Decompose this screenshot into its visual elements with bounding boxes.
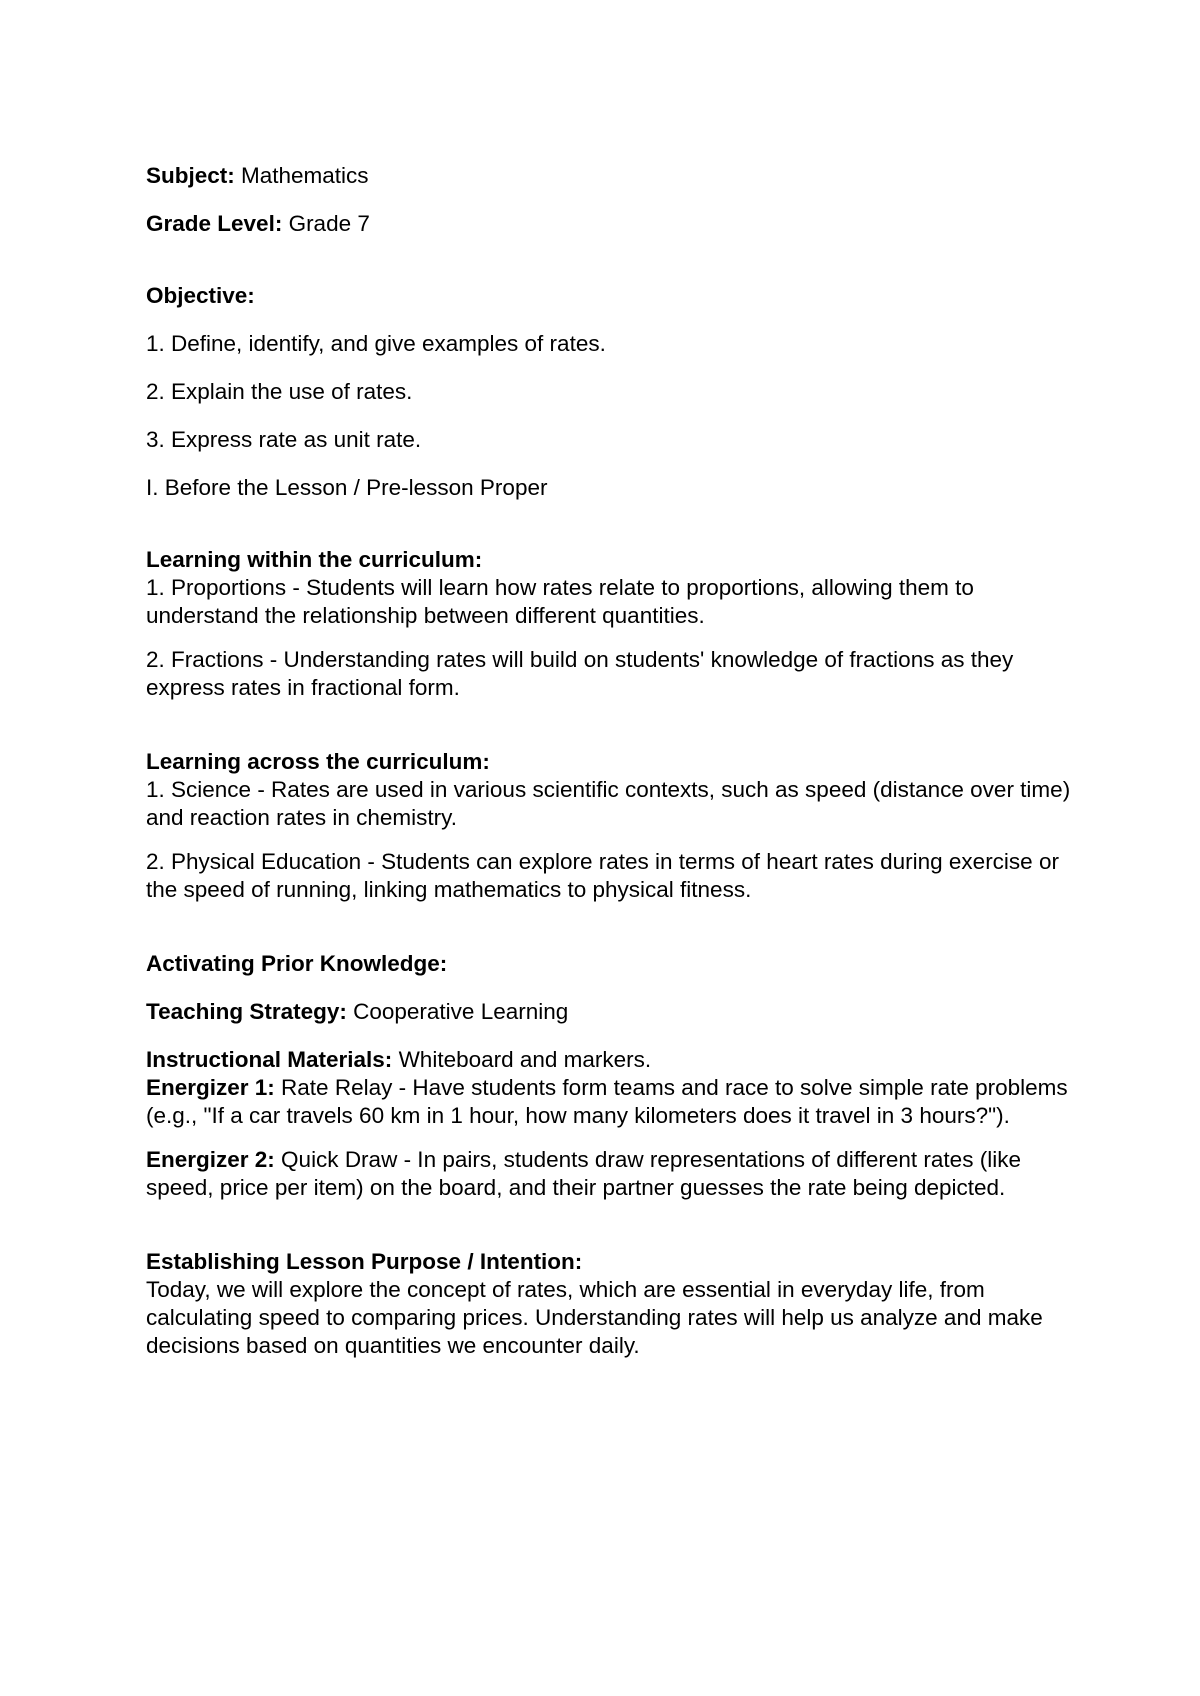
purpose-text: Today, we will explore the concept of rates, which are essential in everyday life, from calculating speed to comparing prices. Understanding rates will help us analyze and make decisions based on quantities we encounter daily. bbox=[146, 1277, 1043, 1358]
grade-line bbox=[146, 210, 1076, 238]
across-item-2: 2. Physical Education - Students can explore rates in terms of heart rates during exercise or the speed of running, linking mathematics to physical fitness. bbox=[146, 849, 1059, 902]
objective-heading: Objective: bbox=[146, 283, 255, 308]
objective-item-2: 2. Explain the use of rates. bbox=[146, 379, 413, 404]
energizer-1-label: Energizer 1: bbox=[146, 1075, 275, 1100]
materials-label: Instructional Materials: bbox=[146, 1047, 393, 1072]
pre-lesson-line: I. Before the Lesson / Pre-lesson Proper bbox=[146, 475, 548, 500]
objective-item-3: 3. Express rate as unit rate. bbox=[146, 427, 422, 452]
document-page bbox=[146, 162, 1076, 1360]
materials-value: Whiteboard and markers. bbox=[392, 1047, 652, 1072]
prior-heading: Activating Prior Knowledge: bbox=[146, 951, 448, 976]
strategy-label: Teaching Strategy: bbox=[146, 999, 347, 1024]
energizer-1-value: Rate Relay - Have students form teams and race to solve simple rate problems (e.g., "If a car travels 60 km in 1 hour, how many kilometers does it travel in 3 hours?"). bbox=[146, 1075, 1068, 1128]
energizer-2-label: Energizer 2: bbox=[146, 1147, 275, 1172]
objective-item-1: 1. Define, identify, and give examples of rates. bbox=[146, 331, 606, 356]
across-item-1: 1. Science - Rates are used in various scientific contexts, such as speed (distance over time) and reaction rates in chemistry. bbox=[146, 777, 1071, 830]
energizer-2 bbox=[146, 1146, 1076, 1202]
grade-value: Grade 7 bbox=[282, 211, 370, 236]
across-heading: Learning across the curriculum: bbox=[146, 749, 490, 774]
subject-label: Subject: bbox=[146, 163, 235, 188]
within-item-1: 1. Proportions - Students will learn how rates relate to proportions, allowing them to understand the relationship between different quantities. bbox=[146, 575, 974, 628]
materials-line bbox=[146, 1046, 1076, 1074]
strategy-line bbox=[146, 998, 1076, 1026]
purpose-heading: Establishing Lesson Purpose / Intention: bbox=[146, 1249, 583, 1274]
grade-label: Grade Level: bbox=[146, 211, 283, 236]
subject-value: Mathematics bbox=[234, 163, 369, 188]
within-item-2: 2. Fractions - Understanding rates will build on students' knowledge of fractions as they express rates in fractional form. bbox=[146, 647, 1014, 700]
within-heading: Learning within the curriculum: bbox=[146, 547, 483, 572]
subject-line bbox=[146, 162, 1076, 190]
energizer-2-value: Quick Draw - In pairs, students draw representations of different rates (like speed, price per item) on the board, and their partner guesses the rate being depicted. bbox=[146, 1147, 1021, 1200]
strategy-value: Cooperative Learning bbox=[346, 999, 569, 1024]
energizer-1 bbox=[146, 1074, 1076, 1130]
